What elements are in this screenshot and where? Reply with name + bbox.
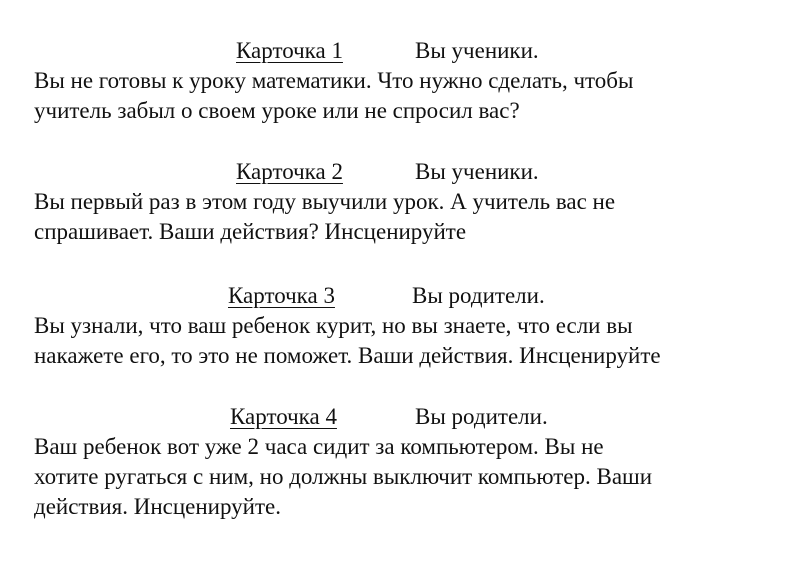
card-3-line-2: накажете его, то это не поможет. Ваши действия. Инсценируйте: [34, 343, 661, 368]
card-2: [34, 157, 774, 247]
card-4-text: [34, 432, 774, 522]
card-1: [34, 36, 774, 126]
card-4-title: Карточка 4: [230, 404, 337, 429]
card-4-header: [34, 402, 774, 432]
card-1-role: Вы ученики.: [415, 38, 539, 63]
card-3-title: Карточка 3: [228, 283, 335, 308]
card-2-line-1: Вы первый раз в этом году выучили урок. А учитель вас не: [34, 189, 616, 214]
card-1-line-1: Вы не готовы к уроку математики. Что нужно сделать, чтобы: [34, 68, 634, 93]
card-4-line-1: Ваш ребенок вот уже 2 часа сидит за компьютером. Вы не: [34, 434, 604, 459]
card-3-line-1: Вы узнали, что ваш ребенок курит, но вы знаете, что если вы: [34, 313, 633, 338]
card-1-line-2: учитель забыл о своем уроке или не спросил вас?: [34, 98, 520, 123]
card-4-role: Вы родители.: [415, 404, 548, 429]
card-4: [34, 402, 774, 522]
card-4-line-3: действия. Инсценируйте.: [34, 494, 282, 519]
card-3-role: Вы родители.: [412, 283, 545, 308]
card-4-line-2: хотите ругаться с ним, но должны выключит компьютер. Ваши: [34, 464, 653, 489]
card-2-role: Вы ученики.: [415, 159, 539, 184]
card-1-header: [34, 36, 774, 66]
card-1-title: Карточка 1: [236, 38, 343, 63]
card-1-text: [34, 66, 774, 126]
card-3-header: [34, 281, 774, 311]
card-3-text: [34, 311, 774, 371]
card-2-line-2: спрашивает. Ваши действия? Инсценируйте: [34, 219, 467, 244]
card-3: [34, 281, 774, 371]
card-2-title: Карточка 2: [236, 159, 343, 184]
card-2-text: [34, 187, 774, 247]
card-2-header: [34, 157, 774, 187]
